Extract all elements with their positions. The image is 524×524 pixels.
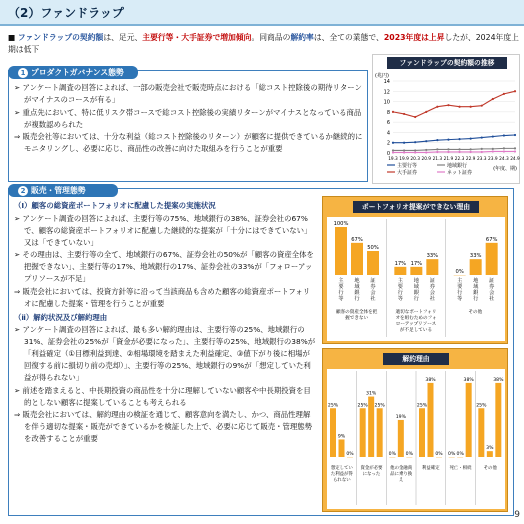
series-point xyxy=(403,142,405,144)
legend-label: 主要行等 xyxy=(397,163,418,169)
title-bar xyxy=(0,0,524,26)
bar xyxy=(410,267,422,275)
x-tick-label: 19.9 xyxy=(399,157,409,162)
series-point xyxy=(514,150,516,152)
category-label: 域 xyxy=(413,284,419,290)
series-point xyxy=(447,104,449,106)
category-label: 銀 xyxy=(413,290,419,296)
legend-label: 地域銀行 xyxy=(447,163,468,169)
bar-value-label: 67% xyxy=(351,236,363,243)
x-tick-label: 19.3 xyxy=(388,157,398,162)
bar-value-label: 0% xyxy=(456,452,464,457)
series-point xyxy=(425,140,427,142)
series-point xyxy=(514,90,516,92)
chart-note: (年度、期) xyxy=(493,166,517,172)
category-label: 行 xyxy=(457,290,463,296)
series-point xyxy=(503,150,505,152)
group-label: 資金が必要 xyxy=(360,466,383,471)
bar xyxy=(398,420,404,457)
bar-value-label: 25% xyxy=(327,403,339,409)
s1-bullet-3: ⇒ 販売会社においては、投資方針等に沿って当該商品も含めた顧客の総資産ポートフォリオに配慮した提案・管理を行うことが重要 xyxy=(14,286,311,308)
series-point xyxy=(481,105,483,107)
group-label: 死亡・相続 xyxy=(449,466,472,471)
bar-value-label: 38% xyxy=(425,377,436,383)
category-label: 証 xyxy=(370,278,376,284)
series-point xyxy=(458,151,460,153)
x-tick-label: 23.3 xyxy=(476,157,487,162)
series-point xyxy=(436,139,438,141)
series-point xyxy=(436,151,438,153)
section1-heading: 1 プロダクトガバナンス態勢 xyxy=(8,66,138,79)
bar-value-label: 0% xyxy=(405,452,413,457)
bar xyxy=(419,408,425,457)
contract-chart xyxy=(372,54,520,184)
series-point xyxy=(492,148,494,150)
y-tick-label: 6 xyxy=(386,120,390,127)
bar-value-label: 17% xyxy=(394,260,407,267)
bar-value-label: 25% xyxy=(416,403,428,409)
group-label: られない xyxy=(333,478,351,483)
series-point xyxy=(425,149,427,151)
bar xyxy=(360,408,366,457)
series-point xyxy=(447,151,449,153)
category-label: 会 xyxy=(429,290,435,296)
group-label: た利益が得 xyxy=(330,472,353,477)
bar xyxy=(335,227,347,275)
series-line-2 xyxy=(393,91,515,117)
category-label: 行 xyxy=(354,296,360,302)
y-tick-label: 12 xyxy=(383,89,390,96)
bar-value-label: 3% xyxy=(486,446,494,452)
series-point xyxy=(392,142,394,144)
series-point xyxy=(403,113,405,115)
category-label: 券 xyxy=(370,284,376,290)
series-point xyxy=(447,139,449,141)
series-line-1 xyxy=(393,148,515,150)
s2-bullet-2: ➢ 前述を踏まえると、中長期投資の商品性を十分に理解していない顧客や中長期投資を目的としない顧客に提案していることも考えられる xyxy=(14,385,311,407)
category-label: 地 xyxy=(473,278,479,284)
page-number: 9 xyxy=(514,509,520,520)
series-point xyxy=(503,93,505,95)
series-line-0 xyxy=(393,135,515,143)
series-point xyxy=(414,116,416,118)
y-tick-label: 8 xyxy=(386,109,390,116)
category-label: 域 xyxy=(473,284,479,290)
y-tick-label: 14 xyxy=(383,79,390,85)
bar xyxy=(394,267,406,275)
group-label: 握できない xyxy=(345,316,369,321)
category-label: 行 xyxy=(413,296,419,302)
bar-value-label: 0% xyxy=(346,452,354,457)
series-point xyxy=(436,148,438,150)
bar-value-label: 25% xyxy=(476,403,487,409)
bar xyxy=(466,383,472,457)
bar-value-label: 0% xyxy=(435,452,443,457)
x-tick-label: 23.9 xyxy=(488,157,498,162)
y-tick-label: 0 xyxy=(386,151,390,157)
series-point xyxy=(470,106,472,108)
category-label: 要 xyxy=(457,284,463,290)
section2-sub1: （Ⅰ）顧客の総資産ポートフォリオに配慮した提案の実施状況 xyxy=(14,201,216,210)
series-point xyxy=(470,138,472,140)
category-label: 行 xyxy=(397,290,403,296)
bar-value-label: 25% xyxy=(374,403,385,409)
series-point xyxy=(481,148,483,150)
cancel-chart-panel xyxy=(322,348,508,512)
series-point xyxy=(414,149,416,151)
section2-heading: 2 販売・管理態勢 xyxy=(8,184,118,197)
category-label: 要 xyxy=(338,284,344,290)
series-point xyxy=(458,148,460,150)
category-label: 券 xyxy=(429,284,435,290)
category-label: 地 xyxy=(354,278,360,284)
group-label: その他 xyxy=(468,310,483,315)
bar-value-label: 33% xyxy=(469,253,482,260)
bar xyxy=(330,408,336,457)
section2-sub2: （ⅱ）解約状況及び解約理由 xyxy=(14,312,108,322)
series-point xyxy=(425,111,427,113)
series-point xyxy=(492,150,494,152)
page-title: （2）ファンドラップ xyxy=(8,6,124,20)
series-point xyxy=(470,148,472,150)
bar-value-label: 0% xyxy=(388,452,396,457)
category-label: 社 xyxy=(489,296,495,302)
bar-value-label: 17% xyxy=(410,260,423,267)
bar-value-label: 38% xyxy=(493,377,504,383)
y-tick-label: 2 xyxy=(386,140,390,147)
s1-bullet-1: ➢ アンケート調査の回答によれば、主要行等の75%、地域銀行の38%、証券会社の67%で、顧客の総資産ポートフォリオに配慮した継続的な提案が「十分にはできていない」又は「できていない」 xyxy=(14,213,312,247)
cancel-chart-svg xyxy=(327,369,505,509)
x-tick-label: 22.9 xyxy=(465,157,476,162)
section1-bullet-2: ➢ 重点先において、特に低リスク帯コースで総コスト控除後の実績リターンがマイナスとなっている商品が複数認められた xyxy=(14,107,362,129)
bar-value-label: 31% xyxy=(366,391,377,397)
category-label: 銀 xyxy=(354,290,360,296)
bar-value-label: 67% xyxy=(485,236,498,243)
bar xyxy=(487,451,493,457)
category-label: 社 xyxy=(370,296,376,302)
category-label: 証 xyxy=(429,278,435,284)
group-label: 他の金融商 xyxy=(390,466,413,471)
category-label: 会 xyxy=(370,290,376,296)
series-point xyxy=(403,149,405,151)
category-label: 等 xyxy=(397,296,403,302)
group-label: え xyxy=(398,478,404,483)
series-point xyxy=(514,134,516,136)
group-label: オを組むためのフォ xyxy=(395,316,437,321)
bar-value-label: 0% xyxy=(448,452,456,457)
s1-bullet-2: ➢ その理由は、主要行等の全て、地域銀行の67%、証券会社の50%が「顧客の資産全体を把握できない」、主要行等の17%、地域銀行の17%、証券会社の33%が「フォローアップリソースが不足」 xyxy=(14,250,314,284)
series-point xyxy=(458,138,460,140)
category-label: 主 xyxy=(338,278,344,284)
category-label: 主 xyxy=(397,278,403,284)
series-point xyxy=(458,106,460,108)
series-point xyxy=(392,111,394,113)
bar xyxy=(478,408,484,457)
section2-text xyxy=(14,200,316,446)
category-label: 域 xyxy=(354,284,360,290)
group-label: 想定してい xyxy=(330,466,353,471)
x-tick-label: 20.9 xyxy=(421,157,432,162)
portfolio-chart-svg xyxy=(327,217,505,341)
cancel-chart-title: 解約理由 xyxy=(383,353,449,365)
category-label: 主 xyxy=(457,278,463,284)
bar xyxy=(495,383,501,457)
series-point xyxy=(425,151,427,153)
bar xyxy=(367,251,379,275)
section1-bullet-3: ⇒ 販売会社等においては、十分な利益（総コスト控除後のリターン）が顧客に提供できているか継続的にモニタリングし、必要に応じ、商品性の改善に向けた取組みを行うことが重要 xyxy=(14,132,363,154)
category-label: 地 xyxy=(413,278,419,284)
portfolio-chart-panel xyxy=(322,196,508,344)
group-label: 利益確定 xyxy=(422,466,440,471)
series-point xyxy=(447,148,449,150)
contract-chart-title: ファンドラップの契約額の推移 xyxy=(387,57,507,69)
legend-label: ネット証券 xyxy=(447,170,473,176)
category-label: 社 xyxy=(429,296,435,302)
y-tick-label: 10 xyxy=(383,99,390,106)
series-point xyxy=(503,134,505,136)
x-tick-label: 24.9 xyxy=(510,157,520,162)
group-label: ローアップリソース xyxy=(395,322,437,327)
category-label: 証 xyxy=(489,278,495,284)
series-point xyxy=(414,151,416,153)
group-label: 顧客の資産全体を把 xyxy=(335,310,378,315)
group-label: その他 xyxy=(483,466,497,471)
bar xyxy=(486,243,498,275)
bar-value-label: 33% xyxy=(426,253,439,260)
section1-text xyxy=(14,82,366,156)
series-point xyxy=(503,147,505,149)
s2-bullet-3: ⇒ 販売会社においては、解約理由の検証を通じて、顧客意向を満たし、かつ、商品性理解を伴う適切な提案・販売ができているかを検証した上で、必要に応じて販売・管理態勢を改善することが重要 xyxy=(14,410,313,444)
x-tick-label: 24.3 xyxy=(499,157,509,162)
group-label: になった xyxy=(362,472,381,477)
bar xyxy=(426,259,438,275)
category-label: 等 xyxy=(338,296,344,302)
series-line-3 xyxy=(393,151,515,152)
series-point xyxy=(492,98,494,100)
section1-bullet-1: ➢ アンケート調査の回答によれば、一部の販売会社で販売時点における「総コスト控除後の期待リターンがマイナスのコースが有る」 xyxy=(14,83,362,104)
category-label: 等 xyxy=(457,296,463,302)
bar-value-label: 50% xyxy=(367,245,379,251)
line-chart-svg xyxy=(373,71,521,183)
portfolio-chart-title: ポートフォリオ提案ができない理由 xyxy=(353,201,479,213)
x-tick-label: 20.3 xyxy=(410,157,420,162)
series-point xyxy=(403,151,405,153)
series-point xyxy=(481,136,483,138)
series-point xyxy=(392,149,394,151)
y-tick-label: 4 xyxy=(386,130,390,137)
series-point xyxy=(514,147,516,149)
category-label: 行 xyxy=(473,296,479,302)
bar xyxy=(351,243,363,275)
intro-text: ■ ファンドラップの契約額は、足元、主要行等・大手証券で増加傾向。同商品の解約率は、全ての業態で、2023年度は上昇したが、2024年度上期は低下 xyxy=(8,33,519,55)
bar-value-label: 100% xyxy=(333,221,349,227)
y-axis-unit: (兆円) xyxy=(375,73,389,79)
series-point xyxy=(470,151,472,153)
x-tick-label: 21.9 xyxy=(443,157,454,162)
series-point xyxy=(481,151,483,153)
x-tick-label: 21.3 xyxy=(432,157,443,162)
bar xyxy=(377,408,383,457)
category-label: 要 xyxy=(397,284,403,290)
bar-value-label: 38% xyxy=(463,377,474,383)
x-tick-label: 22.3 xyxy=(454,157,465,162)
series-point xyxy=(492,135,494,137)
category-label: 会 xyxy=(489,290,495,296)
series-point xyxy=(414,141,416,143)
category-label: 券 xyxy=(489,284,495,290)
bar xyxy=(470,259,482,275)
category-label: 行 xyxy=(338,290,344,296)
bar-value-label: 9% xyxy=(337,434,346,440)
bar-value-label: 19% xyxy=(395,414,406,420)
series-point xyxy=(436,106,438,108)
category-label: 銀 xyxy=(473,290,479,296)
group-label: が不足している xyxy=(399,328,433,333)
bar xyxy=(368,397,374,457)
legend-label: 大手証券 xyxy=(397,170,418,176)
series-point xyxy=(392,151,394,153)
bar xyxy=(428,383,434,457)
bar-value-label: 25% xyxy=(357,403,368,409)
group-label: 適切なポートフォリ xyxy=(395,310,437,315)
bar xyxy=(339,439,345,457)
bar-value-label: 0% xyxy=(455,269,464,275)
group-label: 品に乗り換 xyxy=(390,472,413,477)
s2-bullet-1: ➢ アンケート調査の回答によれば、最も多い解約理由は、主要行等の25%、地域銀行の31%、証券会社の25%が「資金が必要になった」、主要行等の25%、地域銀行の38%が「利益確定（①目標利益到達、②相場環境を踏まえた利益確定、③値下がり後に相場が回復する前に損切り前の売却）」、主要行等の25%、地域銀行の9%が「想定していた利益が得られない」 xyxy=(14,325,316,382)
